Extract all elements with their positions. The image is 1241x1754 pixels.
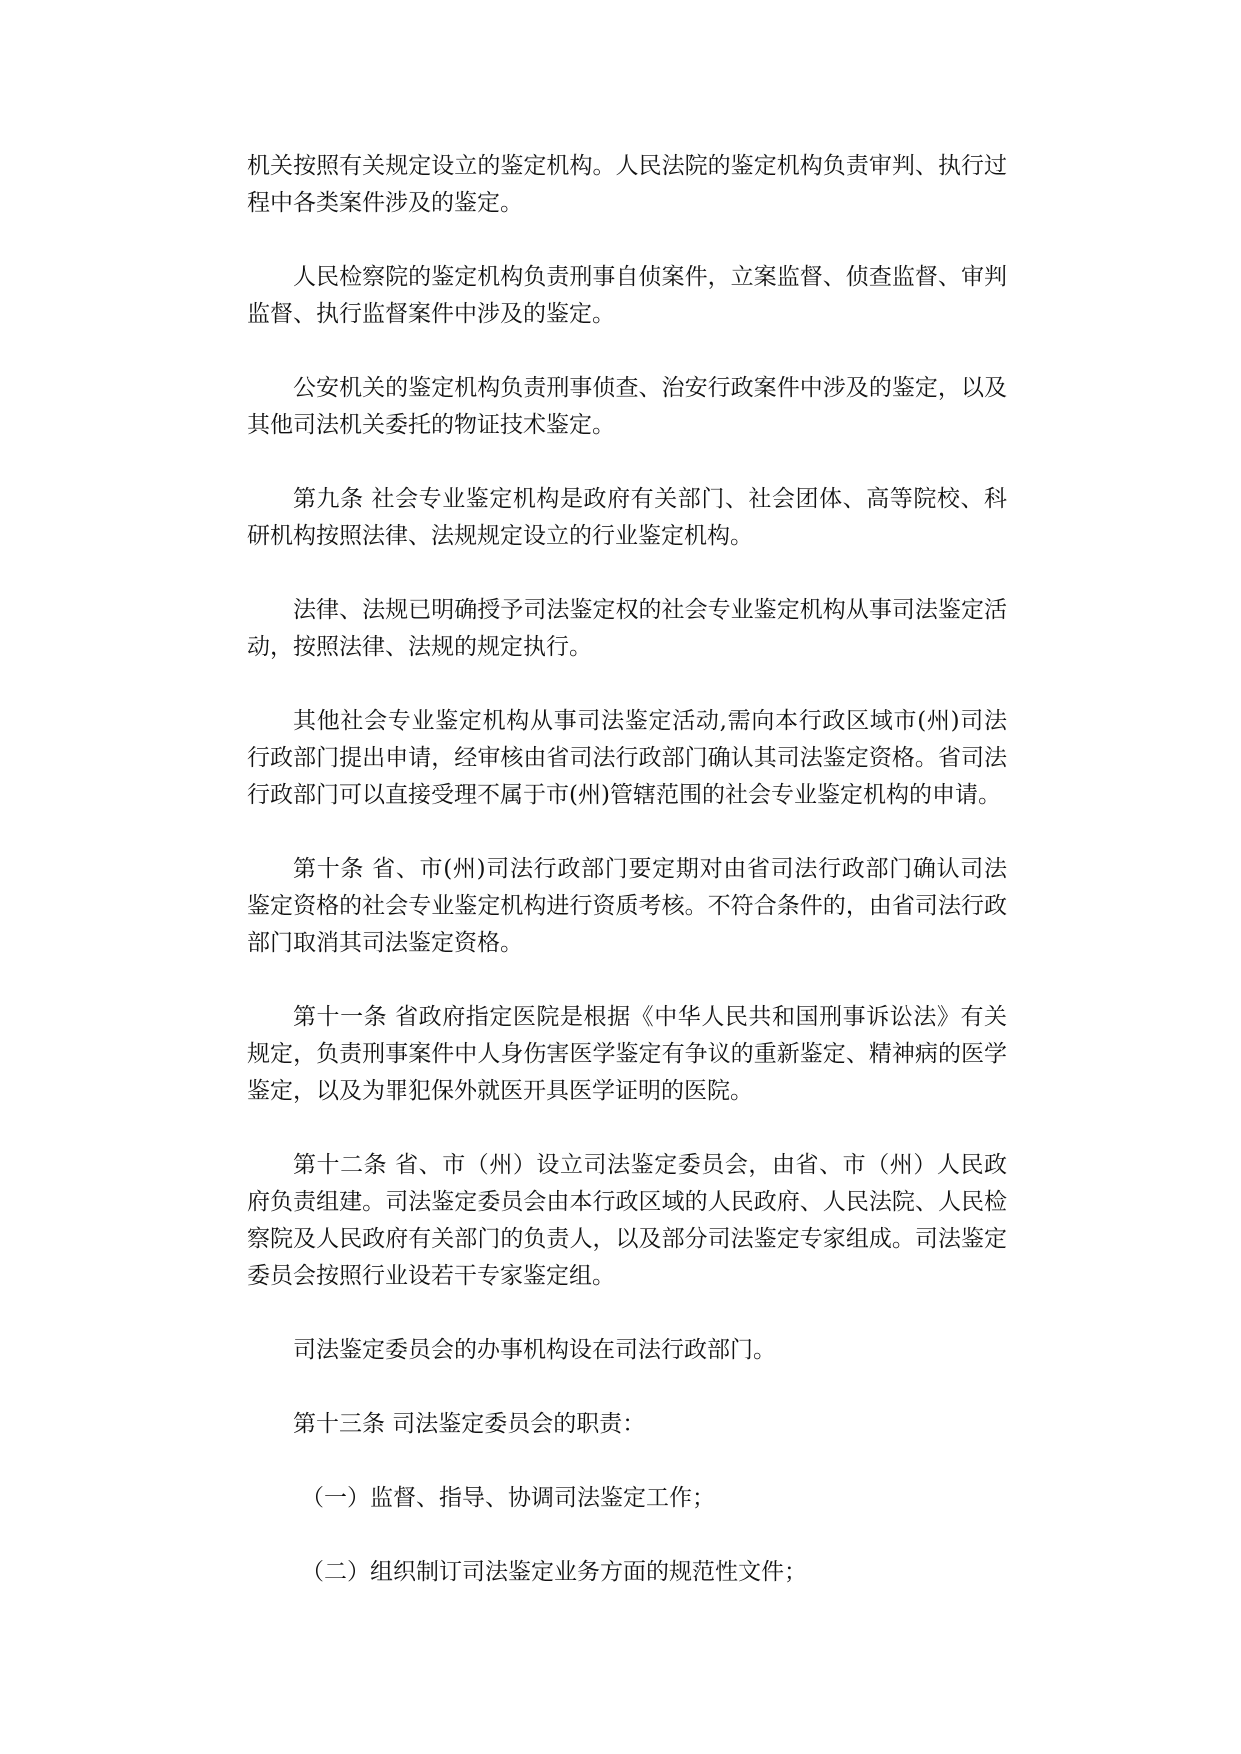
paragraph-office: 司法鉴定委员会的办事机构设在司法行政部门。 [293, 1337, 776, 1363]
article-11: 第十一条 省政府指定医院是根据《中华人民共和国刑事诉讼法》有关规定，负责刑事案件中人身伤害医学鉴定有争议的重新鉴定、精神病的医学鉴定，以及为罪犯保外就医开具医学证明的医院。 [247, 1004, 1007, 1104]
paragraph-continuation: 机关按照有关规定设立的鉴定机构。人民法院的鉴定机构负责审判、执行过程中各类案件涉及的鉴定。 [247, 153, 1007, 216]
article-10: 第十条 省、市(州)司法行政部门要定期对由省司法行政部门确认司法鉴定资格的社会专业鉴定机构进行资质考核。不符合条件的，由省司法行政部门取消其司法鉴定资格。 [247, 856, 1007, 956]
paragraph-procuratorate: 人民检察院的鉴定机构负责刑事自侦案件，立案监督、侦查监督、审判监督、执行监督案件中涉及的鉴定。 [247, 264, 1007, 327]
article-12: 第十二条 省、市（州）设立司法鉴定委员会，由省、市（州）人民政府负责组建。司法鉴定委员会由本行政区域的人民政府、人民法院、人民检察院及人民政府有关部门的负责人，以及部分司法鉴定专家组成。司法鉴定委员会按照行业设若干专家鉴定组。 [247, 1152, 1007, 1289]
list-item-2: （二）组织制订司法鉴定业务方面的规范性文件； [301, 1559, 807, 1585]
article-9: 第九条 社会专业鉴定机构是政府有关部门、社会团体、高等院校、科研机构按照法律、法规规定设立的行业鉴定机构。 [247, 486, 1007, 549]
paragraph-other-institutions: 其他社会专业鉴定机构从事司法鉴定活动,需向本行政区域市(州)司法行政部门提出申请，经审核由省司法行政部门确认其司法鉴定资格。省司法行政部门可以直接受理不属于市(州)管辖范围的社会专业鉴定机构的申请。 [247, 708, 1007, 808]
document-body [247, 148, 1007, 1628]
paragraph-authorized-institutions: 法律、法规已明确授予司法鉴定权的社会专业鉴定机构从事司法鉴定活动，按照法律、法规的规定执行。 [247, 597, 1007, 660]
list-item-1: （一）监督、指导、协调司法鉴定工作； [301, 1485, 715, 1511]
article-13: 第十三条 司法鉴定委员会的职责： [293, 1411, 646, 1437]
paragraph-public-security: 公安机关的鉴定机构负责刑事侦查、治安行政案件中涉及的鉴定，以及其他司法机关委托的物证技术鉴定。 [247, 375, 1007, 438]
